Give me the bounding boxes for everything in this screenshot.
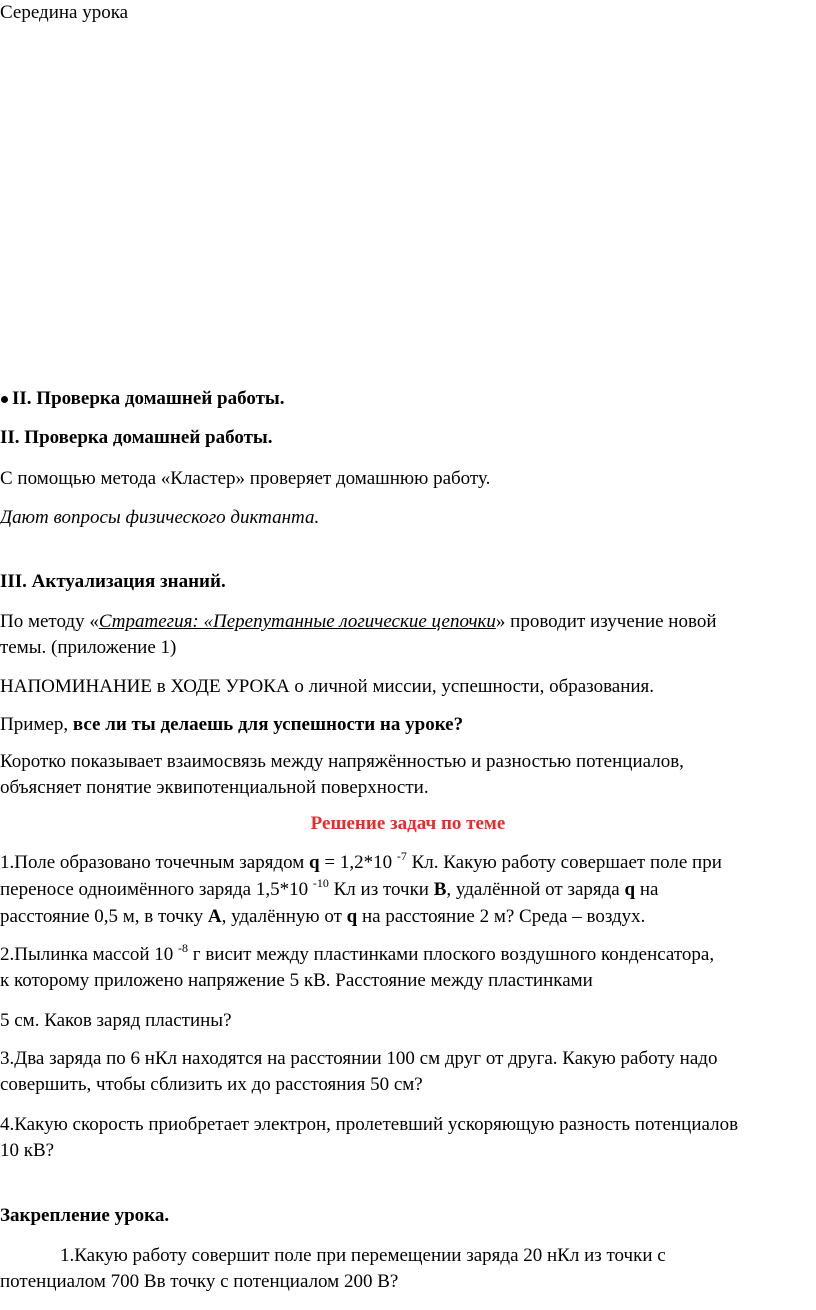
method-prefix: По методу « bbox=[0, 611, 99, 632]
task-4-line1: 4.Какую скорость приобретает электрон, пролетевший ускоряющую разность потенциалов bbox=[0, 1114, 739, 1135]
task-1 bbox=[0, 849, 816, 930]
task-1-text: на bbox=[635, 879, 659, 900]
charge-symbol: q bbox=[309, 852, 320, 873]
exponent: -8 bbox=[178, 941, 189, 955]
task-1-text: , удалённой от заряда bbox=[446, 879, 625, 900]
point-label: В bbox=[433, 879, 447, 900]
bullet-heading: II. Проверка домашней работы. bbox=[12, 388, 285, 409]
homework-heading: II. Проверка домашней работы. bbox=[0, 427, 273, 448]
example-paragraph bbox=[0, 712, 816, 738]
page-title: Середина урока bbox=[0, 2, 129, 23]
charge-symbol: q bbox=[346, 906, 358, 927]
consolidation-line1: 1.Какую работу совершит поле при перемещении заряда 20 нКл из точки с bbox=[60, 1245, 666, 1266]
task-3-line2: совершить, чтобы сблизить их до расстояния 50 см? bbox=[0, 1074, 423, 1095]
exponent: -10 bbox=[312, 876, 329, 890]
method-line2: темы. (приложение 1) bbox=[0, 637, 177, 658]
task-1-text: = 1,2*10 bbox=[319, 852, 397, 873]
task-1-text: на расстояние 2 м? Среда – воздух. bbox=[357, 906, 646, 927]
task-2 bbox=[0, 942, 816, 994]
task-1-text: расстояние 0,5 м, в точку bbox=[0, 906, 208, 927]
task-3-line1: 3.Два заряда по 6 нКл находятся на расстоянии 100 см друг от друга. Какую работу надо bbox=[0, 1048, 718, 1069]
task-2-line2: к которому приложено напряжение 5 кВ. Расстояние между пластинками bbox=[0, 970, 593, 991]
task-3 bbox=[0, 1046, 816, 1098]
summary-line1: Коротко показывает взаимосвязь между напряжённостью и разностью потенциалов, bbox=[0, 751, 684, 772]
homework-italic-text: Дают вопросы физического диктанта. bbox=[0, 507, 320, 528]
consolidation-heading: Закрепление урока. bbox=[0, 1205, 170, 1226]
method-link[interactable]: Стратегия: «Перепутанные логические цепочки bbox=[98, 611, 496, 632]
task-1-text: Кл. Какую работу совершает поле при bbox=[406, 852, 722, 873]
method-paragraph bbox=[0, 609, 816, 661]
exponent: -7 bbox=[396, 849, 407, 863]
summary-paragraph bbox=[0, 749, 816, 801]
method-suffix: » проводит изучение новой bbox=[495, 611, 717, 632]
point-label: А bbox=[207, 906, 222, 927]
task-1-text: Кл из точки bbox=[328, 879, 434, 900]
consolidation-task bbox=[0, 1243, 816, 1295]
task-4 bbox=[0, 1112, 816, 1164]
bullet-icon bbox=[1, 396, 8, 403]
tasks-heading: Решение задач по теме bbox=[310, 813, 506, 834]
task-4-line2: 10 кВ? bbox=[0, 1140, 55, 1161]
reminder-text: НАПОМИНАНИЕ в ХОДЕ УРОКА о личной миссии, успешности, образования. bbox=[0, 676, 655, 697]
consolidation-line2: потенциалом 700 Вв точку с потенциалом 200 В? bbox=[0, 1271, 399, 1292]
task-1-text: переносе одноимённого заряда 1,5*10 bbox=[0, 879, 313, 900]
task-1-text: 1.Поле образовано точечным зарядом bbox=[0, 852, 310, 873]
example-bold: все ли ты делаешь для успешности на уроке? bbox=[72, 714, 464, 735]
task-2-text: 2.Пылинка массой 10 bbox=[0, 944, 179, 965]
bullet-list-item bbox=[0, 386, 816, 412]
task-2-text: г висит между пластинками плоского воздушного конденсатора, bbox=[188, 944, 715, 965]
homework-text: С помощью метода «Кластер» проверяет домашнюю работу. bbox=[0, 468, 491, 489]
charge-symbol: q bbox=[624, 879, 636, 900]
actualization-heading: III. Актуализация знаний. bbox=[0, 571, 226, 592]
task-2-line3: 5 см. Каков заряд пластины? bbox=[0, 1010, 232, 1031]
task-1-text: , удалённую от bbox=[221, 906, 347, 927]
example-prefix: Пример, bbox=[0, 714, 73, 735]
summary-line2: объясняет понятие эквипотенциальной поверхности. bbox=[0, 777, 429, 798]
